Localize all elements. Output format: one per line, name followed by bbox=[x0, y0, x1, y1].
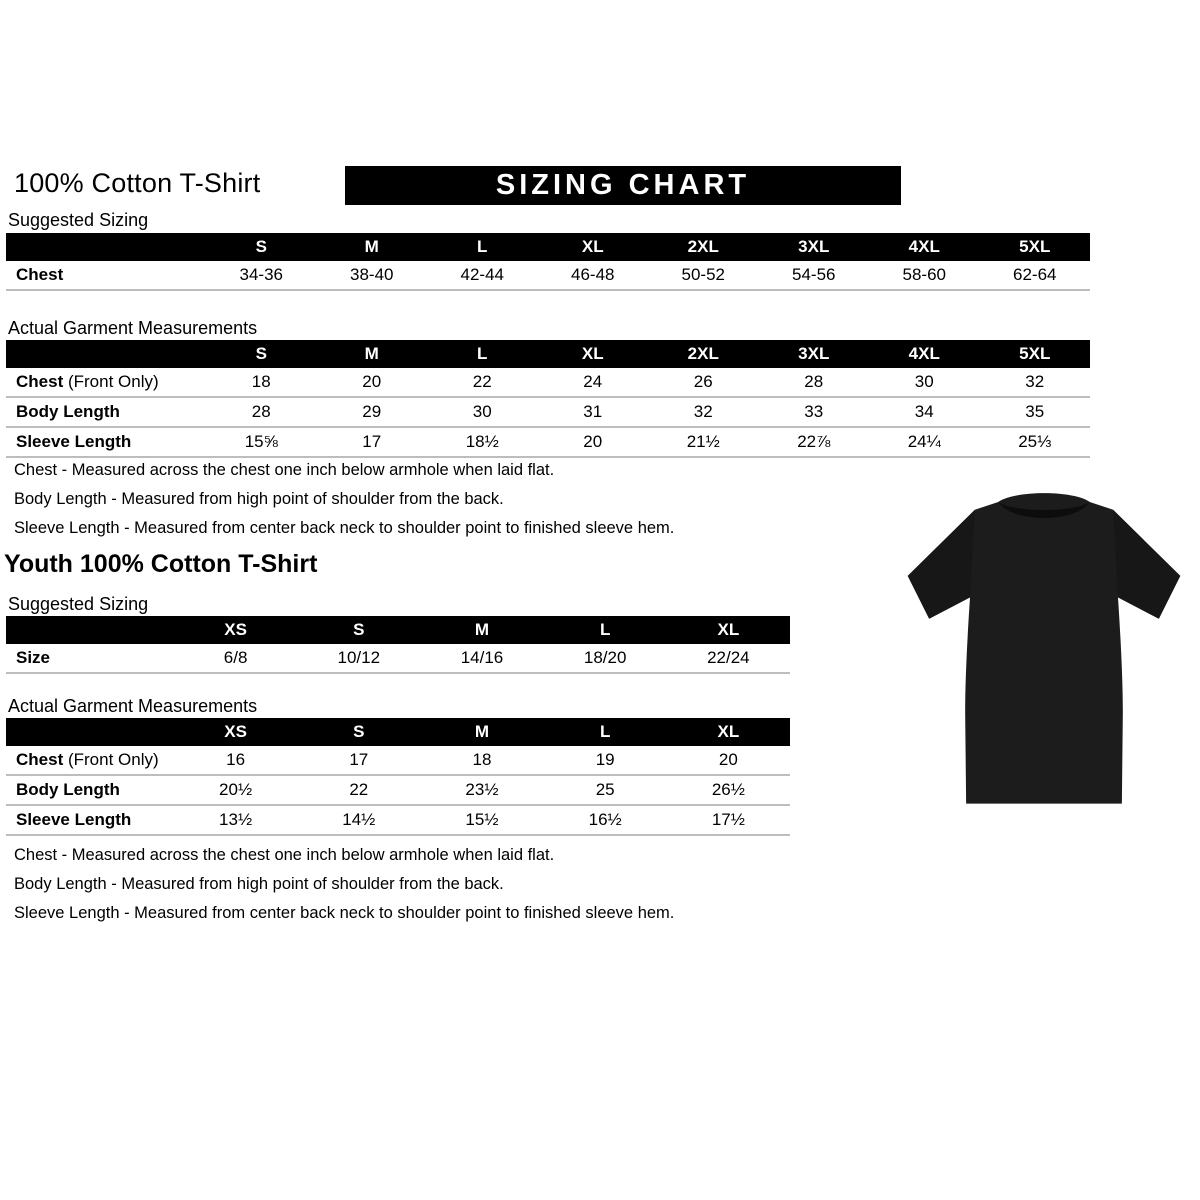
measurement-cell: 21½ bbox=[686, 432, 720, 451]
youth-suggested-sizing-table bbox=[6, 616, 790, 674]
size-column-header: S bbox=[206, 340, 317, 368]
size-column-header: XS bbox=[174, 616, 297, 644]
measurement-cell: 18½ bbox=[465, 432, 499, 451]
measurement-cell: 10/12 bbox=[337, 648, 381, 667]
measurement-cell: 14½ bbox=[342, 810, 376, 829]
measurement-cell: 17 bbox=[362, 432, 382, 451]
size-column-header: M bbox=[317, 233, 428, 261]
youth-actual-measurements-table bbox=[6, 718, 790, 836]
measurement-cell: 42-44 bbox=[460, 265, 504, 284]
size-column-header: M bbox=[420, 718, 543, 746]
measurement-cell: 30 bbox=[472, 402, 492, 421]
measurement-cell: 16½ bbox=[588, 810, 622, 829]
measurement-cell: 17½ bbox=[711, 810, 745, 829]
table-header-row bbox=[6, 233, 1090, 261]
measurement-cell: 24 bbox=[583, 372, 603, 391]
size-column-header: 5XL bbox=[980, 340, 1091, 368]
table-row bbox=[6, 644, 790, 673]
table-header-row bbox=[6, 616, 790, 644]
corner-cell bbox=[6, 233, 206, 261]
row-label: Size bbox=[16, 648, 51, 667]
note-chest: Chest - Measured across the chest one inch below armhole when laid flat. bbox=[14, 846, 555, 864]
note-sleeve-length: Sleeve Length - Measured from center back neck to shoulder point to finished sleeve hem. bbox=[14, 519, 675, 537]
adult-actual-measurements-label: Actual Garment Measurements bbox=[8, 318, 258, 338]
table-row bbox=[6, 746, 790, 775]
size-column-header: S bbox=[297, 718, 420, 746]
size-column-header: L bbox=[544, 616, 667, 644]
page-title: 100% Cotton T-Shirt bbox=[14, 168, 261, 198]
measurement-cell: 28 bbox=[804, 372, 824, 391]
measurement-cell: 23½ bbox=[465, 780, 499, 799]
measurement-cell: 34-36 bbox=[239, 265, 283, 284]
measurement-cell: 15⅝ bbox=[244, 432, 278, 451]
size-column-header: 2XL bbox=[648, 233, 759, 261]
tshirt-product-image bbox=[898, 476, 1190, 816]
adult-suggested-sizing-label: Suggested Sizing bbox=[8, 210, 149, 230]
youth-measurement-notes bbox=[14, 841, 674, 928]
note-body-length: Body Length - Measured from high point of shoulder from the back. bbox=[14, 875, 504, 893]
measurement-cell: 15½ bbox=[465, 810, 499, 829]
measurement-cell: 28 bbox=[251, 402, 271, 421]
size-column-header: M bbox=[317, 340, 428, 368]
measurement-cell: 33 bbox=[804, 402, 824, 421]
size-column-header: XL bbox=[538, 340, 649, 368]
measurement-cell: 26 bbox=[693, 372, 713, 391]
size-column-header: 3XL bbox=[759, 340, 870, 368]
measurement-cell: 20½ bbox=[219, 780, 253, 799]
measurement-cell: 22 bbox=[349, 780, 369, 799]
corner-cell bbox=[6, 616, 174, 644]
measurement-cell: 6/8 bbox=[223, 648, 248, 667]
row-label: Body Length bbox=[16, 402, 120, 421]
measurement-cell: 32 bbox=[693, 402, 713, 421]
size-column-header: XS bbox=[174, 718, 297, 746]
measurement-cell: 38-40 bbox=[350, 265, 394, 284]
measurement-cell: 25 bbox=[595, 780, 615, 799]
size-column-header: 2XL bbox=[648, 340, 759, 368]
measurement-cell: 29 bbox=[362, 402, 382, 421]
measurement-cell: 24¼ bbox=[907, 432, 941, 451]
note-chest: Chest - Measured across the chest one inch below armhole when laid flat. bbox=[14, 461, 555, 479]
measurement-cell: 16 bbox=[226, 750, 246, 769]
size-column-header: XL bbox=[667, 616, 790, 644]
measurement-cell: 50-52 bbox=[681, 265, 725, 284]
table-row bbox=[6, 368, 1090, 397]
measurement-cell: 30 bbox=[914, 372, 934, 391]
size-column-header: XL bbox=[538, 233, 649, 261]
note-body-length: Body Length - Measured from high point of shoulder from the back. bbox=[14, 490, 504, 508]
row-label: Sleeve Length bbox=[16, 432, 132, 451]
table-row bbox=[6, 805, 790, 835]
measurement-cell: 18 bbox=[251, 372, 271, 391]
measurement-cell: 13½ bbox=[219, 810, 253, 829]
measurement-cell: 18/20 bbox=[583, 648, 627, 667]
row-label: Sleeve Length bbox=[16, 810, 132, 829]
measurement-cell: 22/24 bbox=[707, 648, 750, 667]
row-label: Chest (Front Only) bbox=[16, 372, 159, 391]
measurement-cell: 35 bbox=[1025, 402, 1045, 421]
measurement-cell: 22 bbox=[472, 372, 492, 391]
measurement-cell: 20 bbox=[362, 372, 382, 391]
measurement-cell: 14/16 bbox=[460, 648, 504, 667]
tshirt-icon bbox=[898, 476, 1190, 816]
table-header-row bbox=[6, 340, 1090, 368]
size-column-header: L bbox=[427, 233, 538, 261]
size-column-header: L bbox=[544, 718, 667, 746]
measurement-cell: 26½ bbox=[711, 780, 745, 799]
measurement-cell: 58-60 bbox=[902, 265, 946, 284]
size-column-header: S bbox=[206, 233, 317, 261]
table-header-row bbox=[6, 718, 790, 746]
corner-cell bbox=[6, 340, 206, 368]
adult-actual-measurements-table bbox=[6, 340, 1090, 458]
row-label: Body Length bbox=[16, 780, 120, 799]
table-row bbox=[6, 397, 1090, 427]
measurement-cell: 32 bbox=[1025, 372, 1045, 391]
adult-measurement-notes bbox=[14, 456, 674, 543]
row-label: Chest bbox=[16, 265, 64, 284]
measurement-cell: 46-48 bbox=[571, 265, 615, 284]
measurement-cell: 17 bbox=[349, 750, 369, 769]
measurement-cell: 34 bbox=[914, 402, 934, 421]
size-column-header: M bbox=[420, 616, 543, 644]
measurement-cell: 31 bbox=[583, 402, 603, 421]
adult-suggested-sizing-table bbox=[6, 233, 1090, 291]
size-column-header: L bbox=[427, 340, 538, 368]
measurement-cell: 62-64 bbox=[1013, 265, 1057, 284]
size-column-header: 4XL bbox=[869, 340, 980, 368]
measurement-cell: 54-56 bbox=[792, 265, 836, 284]
size-column-header: S bbox=[297, 616, 420, 644]
measurement-cell: 19 bbox=[595, 750, 615, 769]
measurement-cell: 20 bbox=[583, 432, 603, 451]
table-row bbox=[6, 775, 790, 805]
youth-suggested-sizing-label: Suggested Sizing bbox=[8, 594, 149, 614]
corner-cell bbox=[6, 718, 174, 746]
measurement-cell: 20 bbox=[718, 750, 738, 769]
table-row bbox=[6, 261, 1090, 290]
measurement-cell: 22⅞ bbox=[797, 432, 831, 451]
size-column-header: XL bbox=[667, 718, 790, 746]
sizing-chart-banner: SIZING CHART bbox=[345, 166, 901, 205]
youth-actual-measurements-label: Actual Garment Measurements bbox=[8, 696, 258, 716]
youth-section-title: Youth 100% Cotton T-Shirt bbox=[4, 550, 318, 578]
size-column-header: 3XL bbox=[759, 233, 870, 261]
measurement-cell: 18 bbox=[472, 750, 492, 769]
note-sleeve-length: Sleeve Length - Measured from center back neck to shoulder point to finished sleeve hem. bbox=[14, 904, 675, 922]
size-column-header: 4XL bbox=[869, 233, 980, 261]
table-row bbox=[6, 427, 1090, 457]
row-label: Chest (Front Only) bbox=[16, 750, 159, 769]
measurement-cell: 25⅓ bbox=[1018, 432, 1052, 451]
size-column-header: 5XL bbox=[980, 233, 1091, 261]
